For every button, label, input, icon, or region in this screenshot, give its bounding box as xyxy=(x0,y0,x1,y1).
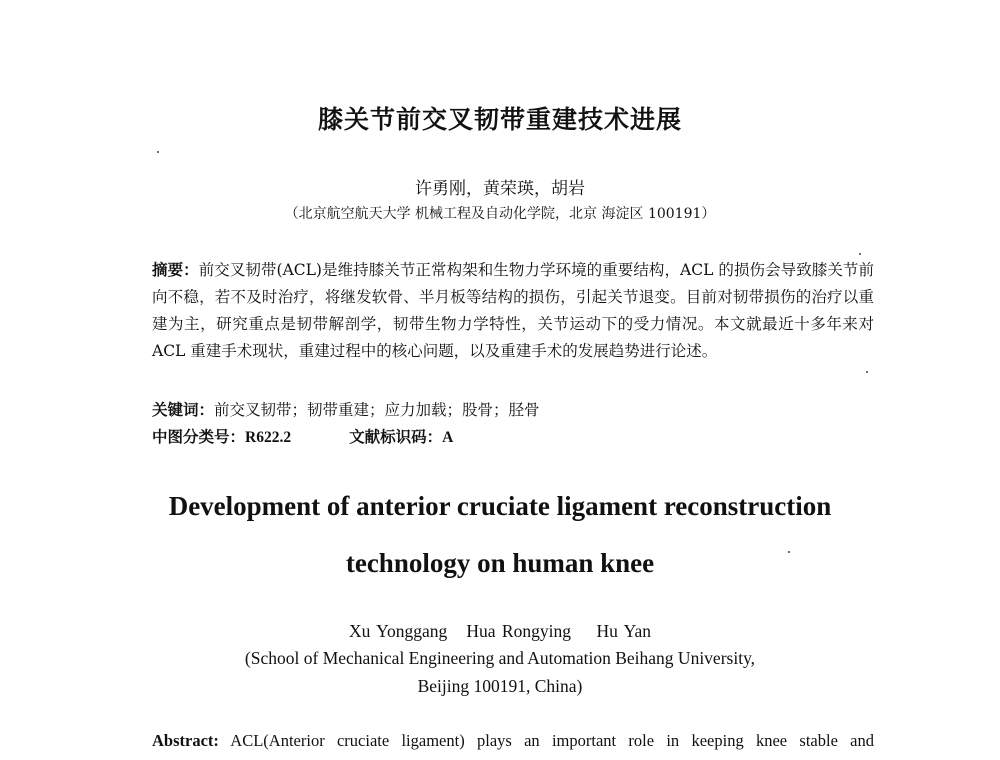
chinese-abstract-label: 摘要： xyxy=(152,261,199,279)
english-title-line-1: Development of anterior cruciate ligament reconstruction xyxy=(168,491,832,521)
chinese-abstract-text: 前交叉韧带(ACL)是维持膝关节正常构架和生物力学环境的重要结构，ACL 的损伤会导致膝关节前向不稳，若不及时治疗，将继发软骨、半月板等结构的损伤，引起关节退变。目前对韧带损伤的治疗以重建为主，研究重点是韧带解剖学，韧带生物力学特性，关节运动下的受力情况。本文就最近十多年来对 ACL 重建手术现状，重建过程中的核心问题，以及重建手术的发展趋势进行论述。 xyxy=(152,261,874,360)
keywords-text: 前交叉韧带；韧带重建；应力加载；股骨；胫骨 xyxy=(214,401,540,419)
chinese-affiliation: （北京航空航天大学 机械工程及自动化学院，北京 海淀区 100191） xyxy=(284,206,716,222)
chinese-title: 膝关节前交叉韧带重建技术进展 xyxy=(317,105,682,134)
chinese-authors: 许勇刚，黄荣瑛，胡岩 xyxy=(415,179,585,199)
english-abstract xyxy=(152,731,874,751)
classification-label: 中图分类号： xyxy=(152,428,246,446)
scan-speck xyxy=(157,151,159,153)
english-title-line-2: technology on human knee xyxy=(345,548,655,578)
chinese-abstract xyxy=(152,257,874,365)
english-abstract-text: ACL(Anterior cruciate ligament) plays an important role in keeping knee stable and xyxy=(230,731,875,750)
english-affiliation-line-1: (School of Mechanical Engineering and Automation Beihang University, xyxy=(244,648,756,668)
english-affiliation-line-2: Beijing 100191, China) xyxy=(417,676,583,696)
doc-code-value: A xyxy=(442,429,454,446)
keywords-label: 关键词： xyxy=(152,401,215,419)
scan-speck xyxy=(866,371,868,373)
english-abstract-label: Abstract: xyxy=(152,731,219,750)
scan-speck xyxy=(859,253,861,255)
classification-line xyxy=(152,425,874,447)
chinese-keywords xyxy=(152,398,874,420)
scan-speck xyxy=(788,551,790,553)
doc-code-label: 文献标识码： xyxy=(349,428,443,446)
classification-value: R622.2 xyxy=(245,429,292,446)
english-authors: Xu Yonggang Hua Rongying Hu Yan xyxy=(349,621,651,641)
